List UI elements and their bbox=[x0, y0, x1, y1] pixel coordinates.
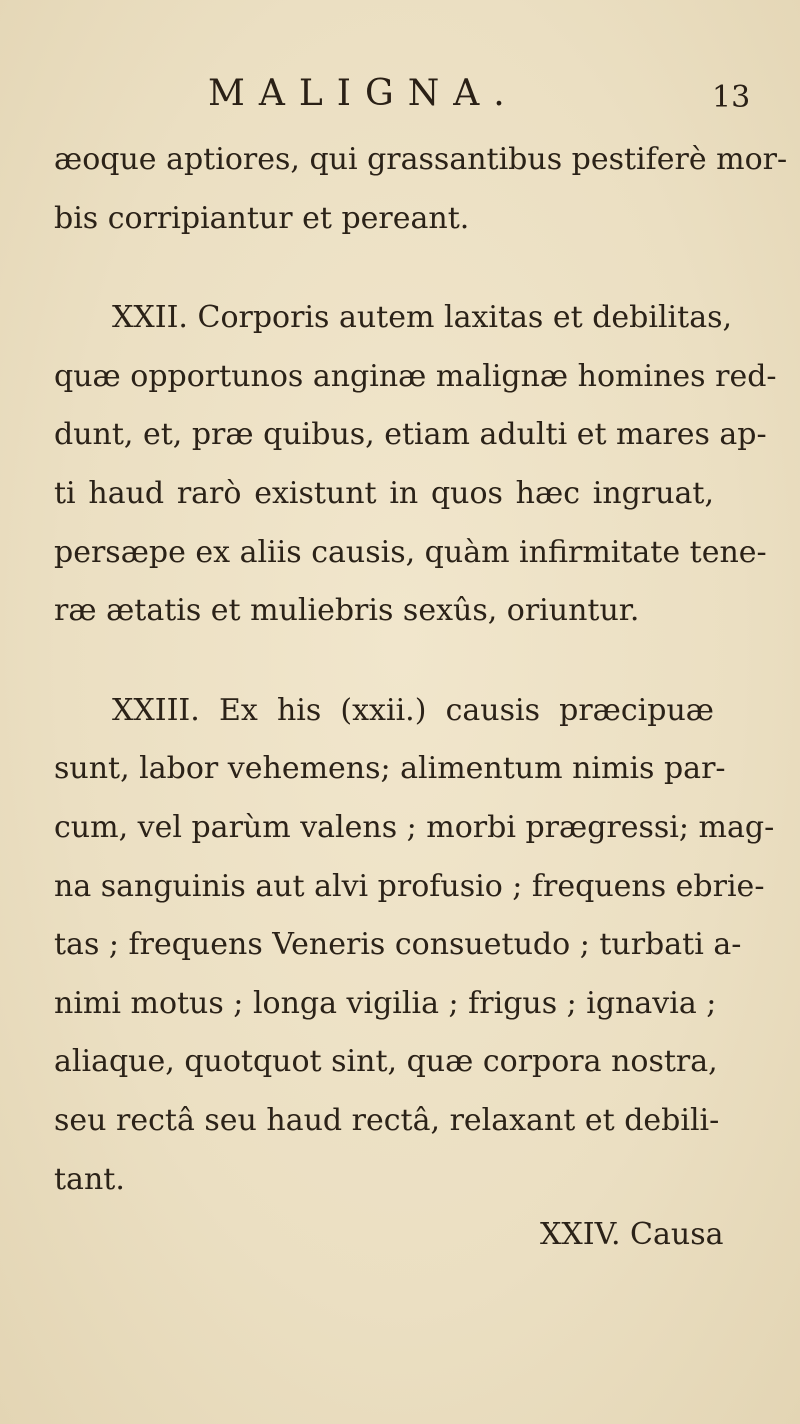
text-line: cum, vel parùm valens ; morbi prægressi; mag- bbox=[54, 809, 775, 845]
page-number: 13 bbox=[712, 80, 751, 115]
text-line: bis corripiantur et pereant. bbox=[54, 200, 470, 236]
running-title: MALIGNA. bbox=[208, 73, 519, 114]
text-line: tas ; frequens Veneris consuetudo ; turbati a- bbox=[54, 927, 742, 963]
text-line: persæpe ex aliis causis, quàm infirmitate tene- bbox=[54, 534, 767, 570]
text-line: sunt, labor vehemens; alimentum nimis par- bbox=[54, 751, 726, 787]
section-heading-line: XXII. Corporis autem laxitas et debilitas, bbox=[112, 300, 733, 336]
section-heading-line: XXIII. Ex his (xxii.) causis præcipuæ bbox=[112, 692, 714, 728]
text-line: ti haud rarò existunt in quos hæc ingruat, bbox=[54, 475, 714, 511]
text-line: tant. bbox=[54, 1161, 125, 1197]
running-head bbox=[0, 72, 800, 122]
text-line: dunt, et, præ quibus, etiam adulti et mares ap- bbox=[54, 417, 767, 453]
text-line: nimi motus ; longa vigilia ; frigus ; ignavia ; bbox=[54, 985, 717, 1021]
text-line: æoque aptiores, qui grassantibus pestiferè mor- bbox=[54, 142, 788, 177]
text-line: aliaque, quotquot sint, quæ corpora nostra, bbox=[54, 1044, 718, 1080]
text-line: ræ ætatis et muliebris sexûs, oriuntur. bbox=[54, 593, 640, 629]
text-line: seu rectâ seu haud rectâ, relaxant et debili- bbox=[54, 1102, 720, 1138]
text-line: quæ opportunos anginæ malignæ homines red- bbox=[54, 358, 777, 394]
body-text bbox=[54, 131, 788, 1209]
paragraph-gap bbox=[54, 248, 714, 289]
paragraph-gap bbox=[54, 641, 714, 682]
catchword: XXIV. Causa bbox=[540, 1217, 724, 1252]
text-line: na sanguinis aut alvi profusio ; frequens ebrie- bbox=[54, 868, 765, 904]
